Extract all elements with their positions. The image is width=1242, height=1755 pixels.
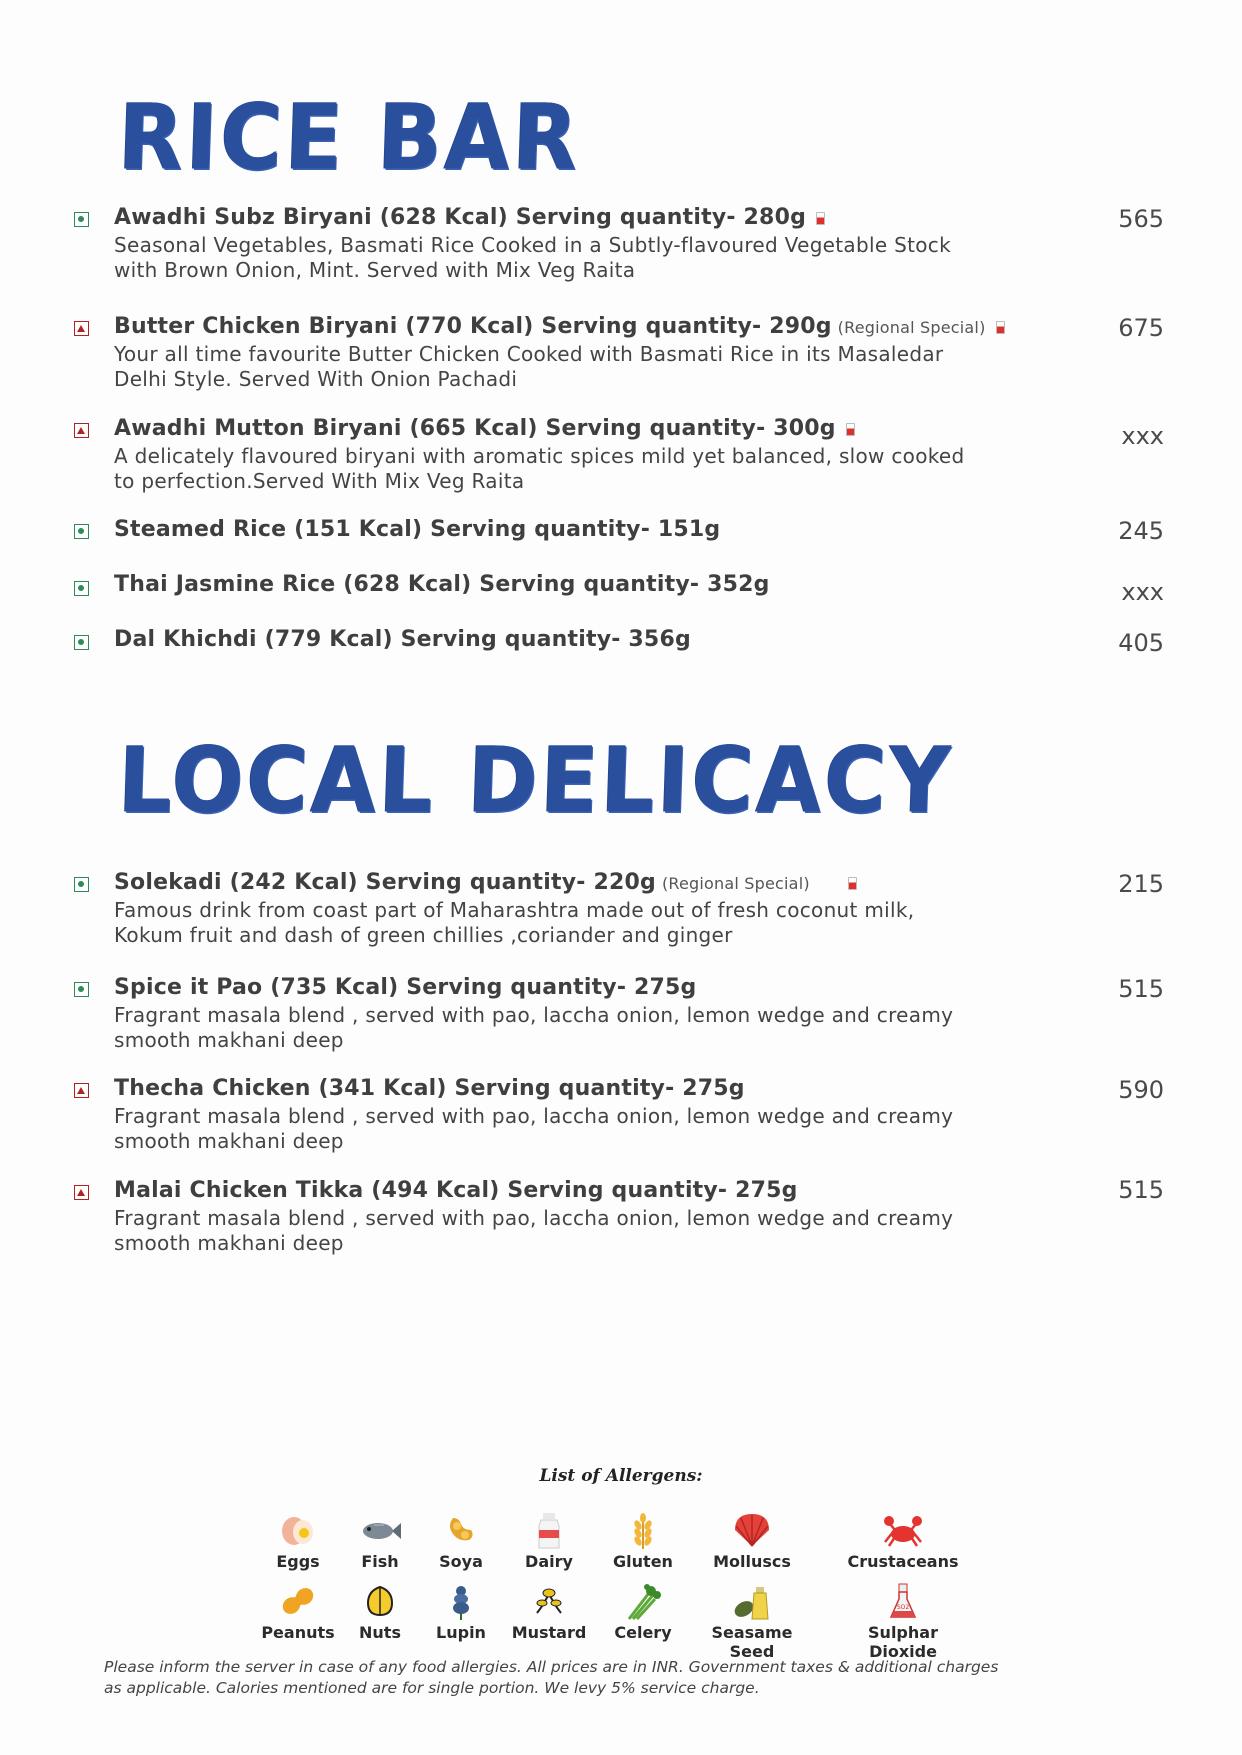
item-price: 590 [1118, 1076, 1164, 1104]
item-name: Butter Chicken Biryani (770 Kcal) Serving quantity- 290g [114, 314, 832, 339]
item-price: 565 [1118, 205, 1164, 233]
nonveg-marker-icon [74, 321, 89, 336]
allergen-label: Crustaceans [847, 1552, 959, 1571]
regional-special-tag: (Regional Special) [661, 874, 810, 893]
allergen-label: Fish [361, 1552, 399, 1571]
drink-icon [846, 423, 855, 436]
item-name: Dal Khichdi (779 Kcal) Serving quantity- 356g [114, 627, 691, 652]
allergen-label: Dairy [525, 1552, 573, 1571]
allergen-label: Celery [614, 1623, 672, 1642]
allergen-sesame [687, 1583, 817, 1661]
flask-icon [838, 1583, 968, 1623]
item-description: Seasonal Vegetables, Basmati Rice Cooked in a Subtly-flavoured Vegetable Stock with Brown Onion, Mint. Served with Mix Veg Raita [114, 233, 951, 282]
allergen-crustaceans [838, 1512, 968, 1571]
item-name: Thai Jasmine Rice (628 Kcal) Serving quantity- 352g [114, 572, 770, 597]
allergen-label: Peanuts [261, 1623, 335, 1642]
item-price: xxx [1121, 578, 1164, 606]
allergen-label: Eggs [276, 1552, 320, 1571]
menu-item [74, 1178, 1164, 1258]
item-name: Solekadi (242 Kcal) Serving quantity- 220g [114, 870, 656, 895]
allergen-sulphar-dioxide [838, 1583, 968, 1661]
menu-item [74, 1076, 1164, 1156]
item-price: xxx [1121, 422, 1164, 450]
allergen-list-heading: List of Allergens: [539, 1466, 703, 1486]
item-price: 215 [1118, 870, 1164, 898]
menu-item [74, 975, 1164, 1055]
drink-icon [816, 212, 825, 225]
item-name: Awadhi Mutton Biryani (665 Kcal) Serving quantity- 300g [114, 416, 836, 441]
allergen-label: Gluten [613, 1552, 673, 1571]
drink-icon [996, 321, 1005, 334]
menu-item [74, 870, 1164, 950]
svg-text:SO2: SO2 [896, 1604, 910, 1611]
menu-item [74, 517, 1164, 547]
item-price: 405 [1118, 629, 1164, 657]
item-price: 515 [1118, 1176, 1164, 1204]
menu-item [74, 205, 1164, 285]
item-name: Malai Chicken Tikka (494 Kcal) Serving quantity- 275g [114, 1178, 798, 1203]
footer-note: Please inform the server in case of any food allergies. All prices are in INR. Government taxes & additional charges as applicable. Calories mentioned are for single portion. We levy 5% service charge. [104, 1658, 999, 1697]
veg-marker-icon [74, 212, 89, 227]
nonveg-marker-icon [74, 1185, 89, 1200]
allergen-label: Molluscs [713, 1552, 791, 1571]
regional-special-tag: (Regional Special) [837, 318, 986, 337]
veg-marker-icon [74, 635, 89, 650]
nonveg-marker-icon [74, 423, 89, 438]
item-description: Fragrant masala blend , served with pao, laccha onion, lemon wedge and creamy smooth makhani deep [114, 1104, 954, 1153]
nonveg-marker-icon [74, 1083, 89, 1098]
item-description: A delicately flavoured biryani with aromatic spices mild yet balanced, slow cooked to perfection.Served With Mix Veg Raita [114, 444, 965, 493]
item-price: 245 [1118, 517, 1164, 545]
item-description: Your all time favourite Butter Chicken Cooked with Basmati Rice in its Masaledar Delhi Style. Served With Onion Pachadi [114, 342, 944, 391]
crab-icon [838, 1512, 968, 1552]
item-description: Fragrant masala blend , served with pao, laccha onion, lemon wedge and creamy smooth makhani deep [114, 1206, 954, 1255]
item-price: 515 [1118, 975, 1164, 1003]
item-name: Thecha Chicken (341 Kcal) Serving quantity- 275g [114, 1076, 745, 1101]
allergen-label: Lupin [436, 1623, 486, 1642]
drink-icon [848, 877, 857, 890]
shell-icon [687, 1512, 817, 1552]
menu-item [74, 314, 1164, 394]
item-description: Famous drink from coast part of Maharashtra made out of fresh coconut milk, Kokum fruit and dash of green chillies ,coriander and ginger [114, 898, 915, 947]
veg-marker-icon [74, 877, 89, 892]
section-title-rice-bar: RICE BAR [116, 84, 583, 191]
veg-marker-icon [74, 982, 89, 997]
menu-item [74, 572, 1164, 606]
item-name: Awadhi Subz Biryani (628 Kcal) Serving quantity- 280g [114, 205, 807, 230]
item-price: 675 [1118, 314, 1164, 342]
allergen-molluscs [687, 1512, 817, 1571]
menu-item [74, 627, 1164, 657]
veg-marker-icon [74, 524, 89, 539]
allergen-label: Sulphar Dioxide [868, 1623, 938, 1661]
menu-item [74, 416, 1164, 496]
section-title-local-delicacy: LOCAL DELICACY [116, 727, 955, 834]
allergen-label: Soya [439, 1552, 483, 1571]
item-name: Spice it Pao (735 Kcal) Serving quantity- 275g [114, 975, 697, 1000]
sesame-icon [687, 1583, 817, 1623]
allergen-label: Seasame Seed [711, 1623, 793, 1661]
veg-marker-icon [74, 581, 89, 596]
item-name: Steamed Rice (151 Kcal) Serving quantity- 151g [114, 517, 721, 542]
allergen-label: Nuts [359, 1623, 401, 1642]
allergen-label: Mustard [511, 1623, 587, 1642]
item-description: Fragrant masala blend , served with pao, laccha onion, lemon wedge and creamy smooth makhani deep [114, 1003, 954, 1052]
